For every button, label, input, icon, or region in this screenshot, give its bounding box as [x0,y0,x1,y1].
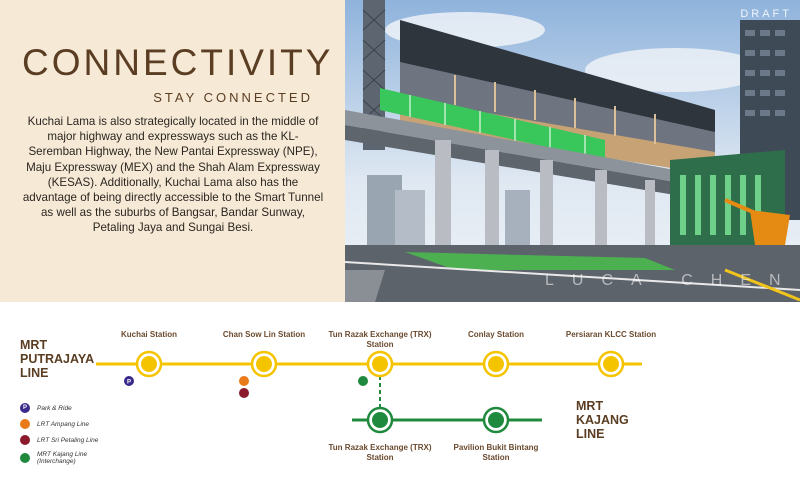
mrt-line-map [0,302,800,481]
station-label-persiaran-klcc: Persiaran KLCC Station [565,330,657,339]
legend-item [20,419,98,429]
station-label-trx: Tun Razak Exchange (TRX) Station [328,330,432,349]
legend-label: LRT Ampang Line [37,420,90,428]
legend-item [20,403,98,413]
lrt-sri-petaling-icon [239,388,249,398]
photo-watermark: LUCA CHEN [545,272,799,289]
legend-label: LRT Sri Petaling Line [37,436,99,444]
station-marker-pavilion[interactable] [484,408,508,432]
park-ride-icon [124,376,134,386]
legend-label: Park & Ride [37,404,72,412]
mrt-kajang-interchange-icon [358,376,368,386]
lrt-ampang-icon [239,376,249,386]
lrt-sri-petaling-icon [20,435,30,445]
intro-text: Kuchai Lama is also strategically located in the middle of major highway and expressways such as the KL-Seremban Highway, the New Pantai Expressway (NPE), Maju Expressway (MEX) and the Shah Alam Expressway (KESAS). Additionally, Kuchai Lama also has the advantage of being directly accessible to the Smart Tunnel as well as the suburbs of Bangsar, Bandar Sunway, Petaling Jaya and Sungai Besi. [22,115,324,235]
kajang-line-label: MRT KAJANG LINE [576,399,629,441]
station-marker-trx-kajang[interactable] [368,408,392,432]
legend-item [20,451,98,465]
station-label-trx-kajang: Tun Razak Exchange (TRX) Station [328,443,432,462]
station-marker-trx-putrajaya[interactable] [368,352,392,376]
station-photo [345,0,800,302]
putrajaya-line-label: MRT PUTRAJAYA LINE [20,338,94,380]
station-marker-kuchai[interactable] [137,352,161,376]
station-illustration [345,0,800,302]
station-label-chan-sow-lin: Chan Sow Lin Station [222,330,306,339]
mrt-kajang-interchange-icon [20,453,30,463]
intro-panel [0,0,345,302]
station-marker-persiaran-klcc[interactable] [599,352,623,376]
draft-mark: DRAFT [740,8,792,20]
svg-text:P: P [126,379,132,386]
map-legend [20,403,98,471]
station-label-kuchai: Kuchai Station [120,330,177,339]
park-ride-icon: P [20,403,30,413]
station-label-conlay: Conlay Station [467,330,524,339]
station-label-pavilion: Pavilion Bukit Bintang Station [453,443,539,462]
page-title: CONNECTIVITY [22,42,334,83]
station-marker-conlay[interactable] [484,352,508,376]
page-subtitle: STAY CONNECTED [153,90,313,105]
legend-label: MRT Kajang Line (Interchange) [37,451,88,465]
lrt-ampang-icon [20,419,30,429]
legend-item [20,435,98,445]
station-marker-chan-sow-lin[interactable] [252,352,276,376]
